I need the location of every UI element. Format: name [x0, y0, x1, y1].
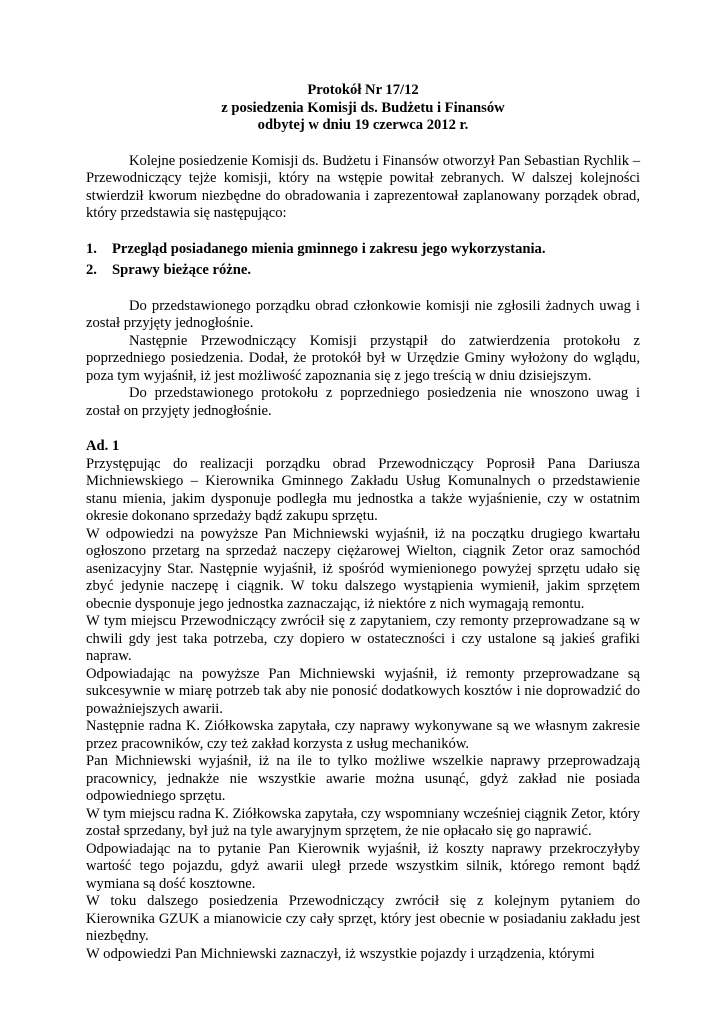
- agenda-item: [86, 262, 640, 280]
- ad1-paragraph: Odpowiadając na powyższe Pan Michniewski wyjaśnił, iż remonty przeprowadzane są sukcesywnie w miarę potrzeb tak aby nie ponosić dodatkowych kosztów i nie doprowadzić do poważniejszych awarii.: [86, 665, 640, 717]
- ad1-paragraph: Pan Michniewski wyjaśnił, iż na ile to tylko możliwe wszelkie naprawy przeprowadzają pracownicy, jednakże nie wszystkie awarie można usunąć, gdyż zakład nie posiada odpowiedniego sprzętu.: [86, 753, 640, 804]
- agenda-item-number: 1.: [86, 240, 97, 257]
- ad1-paragraph: W tym miejscu radna K. Ziółkowska zapytała, czy wspomniany wcześniej ciągnik Zetor, który został sprzedany, był już na tyle awaryjnym sprzętem, że nie opłacało się go naprawić.: [86, 805, 640, 839]
- document-page: [86, 82, 640, 963]
- agenda-item-number: 2.: [86, 262, 97, 278]
- previous-protocol-approval-paragraph: Do przedstawionego protokołu z poprzedniego posiedzenia nie wnoszono uwag i został on przyjęty jednogłośnie.: [86, 385, 640, 419]
- agenda-item-text: Sprawy bieżące różne.: [112, 262, 252, 278]
- document-title: [86, 82, 640, 135]
- section-heading-ad1: Ad. 1: [86, 438, 120, 454]
- ad1-paragraph: W odpowiedzi Pan Michniewski zaznaczył, iż wszystkie pojazdy i urządzenia, którymi: [86, 945, 595, 962]
- agenda-list: [86, 241, 640, 280]
- ad1-paragraph: Odpowiadając na to pytanie Pan Kierownik wyjaśnił, iż koszty naprawy przekroczyłyby wartość tego pojazdu, gdyż awarii uległ przede wszystkim silnik, którego remont bądź wymiana są dość kosztowne.: [86, 840, 640, 892]
- agenda-approval-section: [86, 298, 640, 421]
- intro-paragraph: Kolejne posiedzenie Komisji ds. Budżetu i Finansów otworzył Pan Sebastian Rychlik – Przewodniczący tejże komisji, który na wstępie powitał zebranych. W dalszej kolejności stwierdził kworum niezbędne do obradowania i zaprezentował zaplanowany porządek obrad, który przedstawia się następująco:: [86, 152, 640, 221]
- agenda-item-text: Przegląd posiadanego mienia gminnego i zakresu jego wykorzystania.: [112, 240, 546, 257]
- ad1-paragraph: W odpowiedzi na powyższe Pan Michniewski wyjaśnił, iż na początku drugiego kwartału ogłoszono przetarg na sprzedaż naczepy ciężarowej Wielton, ciągnik Zetor oraz samochód asenizacyjny Star. Następnie wyjaśnił, iż spośród wymienionego powyżej sprzętu udało się zbyć jedynie naczepę i ciągnik. W toku dalszego wystąpienia wymienił, jakim sprzętem obecnie dysponuje jego jednostka zaznaczając, iż niektóre z nich wymagają remontu.: [86, 525, 640, 612]
- previous-protocol-paragraph: Następnie Przewodniczący Komisji przystąpił do zatwierdzenia protokołu z poprzedniego posiedzenia. Dodał, że protokół był w Urzędzie Gminy wyłożony do wglądu, poza tym wyjaśnił, iż jest możliwość zapoznania się z jego treścią w dniu dzisiejszym.: [86, 332, 640, 384]
- ad1-paragraph: W toku dalszego posiedzenia Przewodniczący zwrócił się z kolejnym pytaniem do Kierownika GZUK a mianowicie czy cały sprzęt, który jest obecnie w posiadaniu zakładu jest niezbędny.: [86, 893, 640, 944]
- title-line-committee: z posiedzenia Komisji ds. Budżetu i Finansów: [221, 99, 505, 116]
- ad1-paragraph: Następnie radna K. Ziółkowska zapytała, czy naprawy wykonywane są we własnym zakresie przez pracowników, czy też zakład korzysta z usług mechaników.: [86, 718, 640, 752]
- title-line-date: odbytej w dniu 19 czerwca 2012 r.: [257, 117, 469, 133]
- agenda-item: [86, 241, 640, 259]
- title-line-protocol-number: Protokół Nr 17/12: [307, 82, 419, 98]
- agenda-approval-paragraph: Do przedstawionego porządku obrad członkowie komisji nie zgłosili żadnych uwag i został przyjęty jednogłośnie.: [86, 297, 640, 331]
- ad1-paragraph: W tym miejscu Przewodniczący zwrócił się z zapytaniem, czy remonty przeprowadzane są w chwili gdy jest taka potrzeba, czy dopiero w ostateczności i czy ustalone są jakieś grafiki napraw.: [86, 613, 640, 664]
- ad1-section: [86, 456, 640, 964]
- ad1-paragraph: Przystępując do realizacji porządku obrad Przewodniczący Poprosił Pana Dariusza Michniewskiego – Kierownika Gminnego Zakładu Usług Komunalnych o przedstawienie stanu mienia, jakim dysponuje podległa mu jednostka a także wyjaśnienie, czy w ostatnim okresie dokonano sprzedaży bądź zakupu sprzętu.: [86, 455, 640, 524]
